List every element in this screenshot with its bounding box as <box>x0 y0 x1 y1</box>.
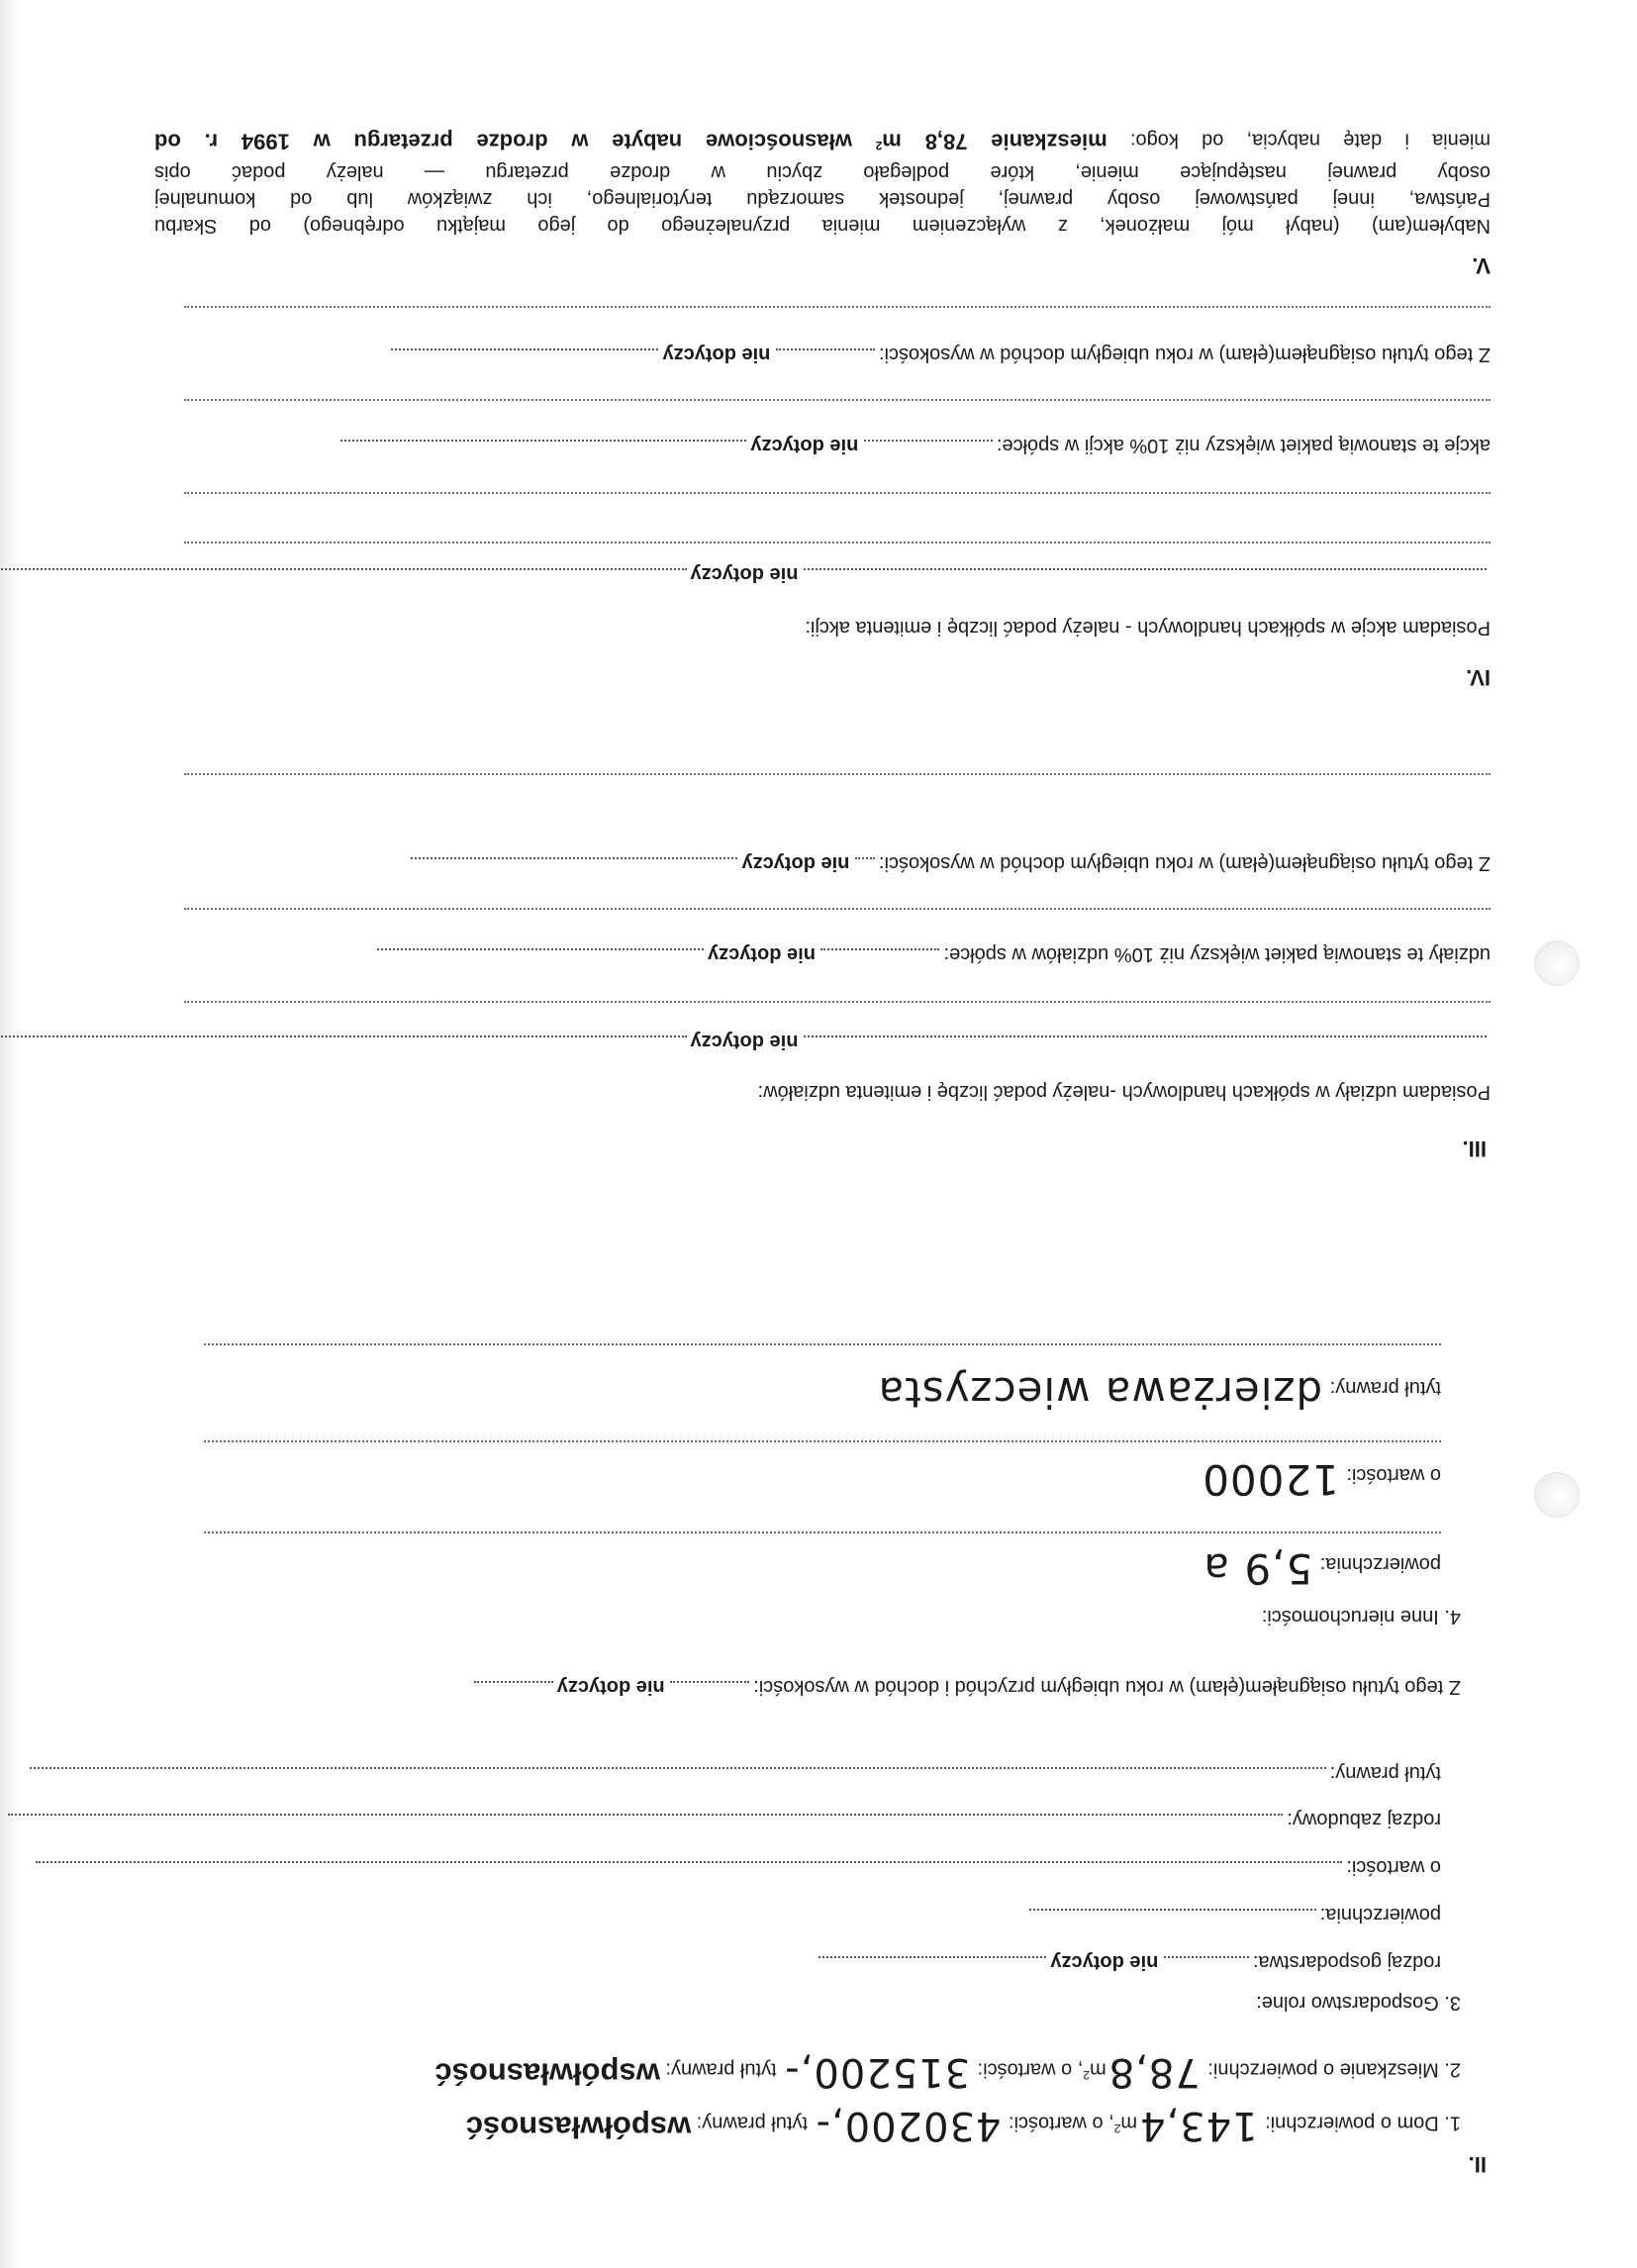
v-para-line-4 <box>154 126 1491 158</box>
item4-value-label: o wartości: <box>1346 1464 1441 1486</box>
iii-income-value: nie dotyczy <box>741 852 850 874</box>
item3-heading: 3. Gospodarstwo rolne: <box>1256 1992 1461 2014</box>
item1-value: 430200,- <box>815 2103 1002 2149</box>
section-heading-iii: III. <box>1462 1136 1487 1161</box>
item2-value: 315200,- <box>784 2049 971 2096</box>
item3-value-label: o wartości: <box>1346 1856 1441 1878</box>
v-para-line4-value: mieszkanie 78,8 m <box>882 129 1107 154</box>
iv-packet-label: akcje te stanowią pakiet większy niż 10% akcji w spółce: <box>996 435 1491 456</box>
iv-dotted-line <box>184 492 1491 494</box>
item3-income-value: nie dotyczy <box>556 1676 665 1698</box>
item4-title-line <box>876 1368 1441 1417</box>
iv-dotted-line <box>184 399 1491 401</box>
iii-dotted-line <box>184 908 1491 910</box>
item3-income-line <box>474 1674 1461 1700</box>
item1-title: współwłasność <box>465 2110 692 2145</box>
item4-dotted-line <box>204 1343 1441 1345</box>
item3-type-label: rodzaj gospodarstwa: <box>1252 1951 1441 1973</box>
iv-packet-value: nie dotyczy <box>750 435 859 456</box>
iii-shares-line <box>0 1029 1491 1054</box>
section-heading-iv: IV. <box>1466 665 1491 690</box>
v-para-line: Państwa, innej państwowej osoby prawnej, jednostek samorządu terytorialnego, ich związków lub od komunalnej <box>154 188 1491 210</box>
iv-dotted-line <box>184 306 1491 308</box>
item4-value-line <box>1200 1455 1441 1504</box>
iv-shares-label: Posiadam akcje w spółkach handlowych - należy podać liczbę i emitenta akcji: <box>805 617 1491 639</box>
v-para-line: Nabyłem(am) (nabył mój małżonek, z wyłączeniem mienia przynależnego do jego majątku odrębnego) od Skarbu <box>154 215 1491 237</box>
iii-dotted-line <box>184 1001 1491 1003</box>
item2-title: współwłasność <box>434 2056 660 2092</box>
v-para-line4-rest: własnościowe nabyte w drodze przetargu w 1994 r. od <box>153 129 876 154</box>
item4-area-line <box>1201 1544 1441 1593</box>
item3-title-label: tytuł prawny: <box>1329 1762 1441 1784</box>
section-heading-v: V. <box>1472 253 1491 278</box>
item1-area: 143,4 <box>1139 2103 1258 2149</box>
item4-value: 12000 <box>1202 1455 1339 1504</box>
item1-area-sup: 2 <box>1113 2121 1121 2135</box>
item3-area-label: powierzchnia: <box>1319 1904 1441 1925</box>
item2-area-sup: 2 <box>1083 2068 1091 2082</box>
item3-income-label: Z tego tytułu osiągnąłem(ęłam) w roku ubiegłym przychód i dochód w wysokości: <box>753 1676 1461 1698</box>
iii-packet-line <box>377 941 1491 967</box>
item2-flat-line <box>434 2049 1461 2096</box>
item3-type-value: nie dotyczy <box>1050 1951 1159 1973</box>
v-para-line4-sup: 2 <box>875 139 883 152</box>
iii-income-label: Z tego tytułu osiągnąłem(ęłam) w roku ubiegłym dochód w wysokości: <box>878 852 1491 874</box>
item3-value-line <box>36 1854 1441 1880</box>
item4-area-value: 5,9 a <box>1203 1544 1313 1593</box>
iv-packet-line <box>340 433 1491 458</box>
iii-dotted-line <box>184 773 1491 775</box>
iv-shares-value: nie dotyczy <box>690 563 799 585</box>
item1-value-label: , o wartości: <box>1008 2112 1114 2134</box>
item4-heading: 4. Inne nieruchomości: <box>1261 1606 1461 1627</box>
v-para-line: osoby prawnej następujące mienie, które podlegało zbyciu w drodze przetargu — należy podać opis <box>154 161 1491 183</box>
v-paragraph <box>154 126 1491 239</box>
item3-title-line <box>30 1760 1441 1786</box>
item4-dotted-line <box>204 1531 1441 1533</box>
iii-packet-label: udziały te stanowią pakiet większy niż 10% udziałów w spółce: <box>943 943 1491 965</box>
item2-value-label: , o wartości: <box>977 2058 1084 2081</box>
item1-title-label: tytuł prawny: <box>696 2112 809 2134</box>
v-para-line4-prefix: mienia i datę nabycia, od kogo: <box>1129 129 1491 151</box>
item2-area: 78,8 <box>1107 2049 1201 2096</box>
item1-area-unit: m <box>1120 2112 1138 2134</box>
item4-title: dzierżawa wieczysta <box>877 1368 1323 1417</box>
item4-area-label: powierzchnia: <box>1319 1553 1441 1575</box>
item3-building-line <box>8 1807 1441 1832</box>
item1-prefix: 1. Dom o powierzchni: <box>1265 2112 1461 2134</box>
item2-title-label: tytuł prawny: <box>665 2058 777 2081</box>
iii-income-line <box>411 850 1491 876</box>
item1-house-line <box>465 2103 1461 2149</box>
iv-shares-line <box>0 561 1491 587</box>
iv-dotted-line <box>184 542 1491 543</box>
item4-title-label: tytuł prawny: <box>1329 1377 1441 1399</box>
iii-shares-value: nie dotyczy <box>690 1031 799 1052</box>
item3-building-label: rodzaj zabudowy: <box>1287 1809 1441 1830</box>
iv-income-line <box>391 342 1491 367</box>
item4-dotted-line <box>204 1440 1441 1442</box>
iii-packet-value: nie dotyczy <box>708 943 816 965</box>
scan-edge-shadow <box>0 0 22 2268</box>
item3-type-line <box>818 1949 1441 1975</box>
iv-income-value: nie dotyczy <box>662 344 771 365</box>
item2-area-unit: m <box>1090 2058 1107 2081</box>
iv-income-label: Z tego tytułu osiągnąłem(ęłam) w roku ubiegłym dochód w wysokości: <box>878 344 1491 365</box>
section-heading-ii: II. <box>1468 2152 1487 2177</box>
item2-prefix: 2. Mieszkanie o powierzchni: <box>1207 2058 1461 2081</box>
punch-hole <box>1534 940 1580 986</box>
iii-shares-label: Posiadam udziały w spółkach handlowych -należy podać liczbę i emitenta udziałów: <box>757 1081 1491 1103</box>
item3-area-line <box>1029 1902 1441 1927</box>
punch-hole <box>1534 1472 1580 1518</box>
